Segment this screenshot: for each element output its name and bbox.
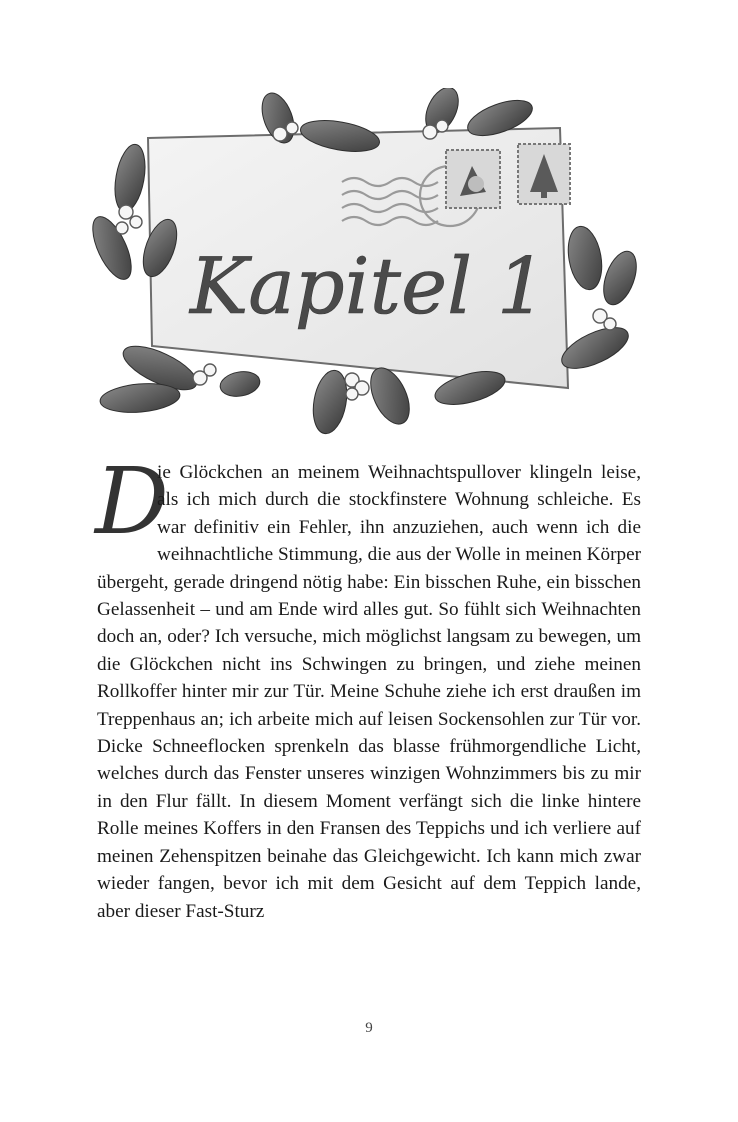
drop-cap: D — [95, 448, 169, 555]
page-number: 9 — [365, 1020, 373, 1036]
stamp-tree — [518, 144, 570, 204]
chapter-title: Kapitel 1 — [190, 242, 547, 332]
stamp-santa — [446, 150, 500, 208]
paragraph: ie Glöckchen an meinem Weihnachtspullover klingeln leise, als ich mich durch die stockfinstere Wohnung schleiche. Es war definitiv ein Fehler, ihn anzuziehen, auch wenn ich die weihnachtliche Stimmung, die aus der Wolle in meinen Körper übergeht, gerade dringend nötig habe: Ein bisschen Ruhe, ein bisschen Gelassenheit – und am Ende wird alles gut. So fühlt sich Weihnachten doch an, oder? Ich versuche, mich möglichst langsam zu bewegen, um die Glöckchen nicht ins Schwingen zu bringen, und ziehe meinen Rollkoffer hinter mir zur Tür. Meine Schuhe ziehe ich erst draußen im Treppenhaus an; ich arbeite mich auf leisen Sockensohlen zur Tür vor. Dicke Schneeflocken sprenkeln das blasse frühmorgendliche Licht, welches durch das Fenster unseres winzigen Wohnzimmers bis zu mir in den Flur fällt. In diesem Moment verfängt sich die linke hintere Rolle meines Koffers in den Fransen des Teppichs und ich verliere auf meinen Zehenspitzen beinahe das Gleichgewicht. Ich kann mich zwar wieder fangen, bevor ich mit dem Gesicht auf dem Teppich lande, aber dieser Fast-Sturz — [97, 462, 641, 922]
chapter-illustration — [90, 88, 650, 448]
body-text — [95, 448, 641, 925]
